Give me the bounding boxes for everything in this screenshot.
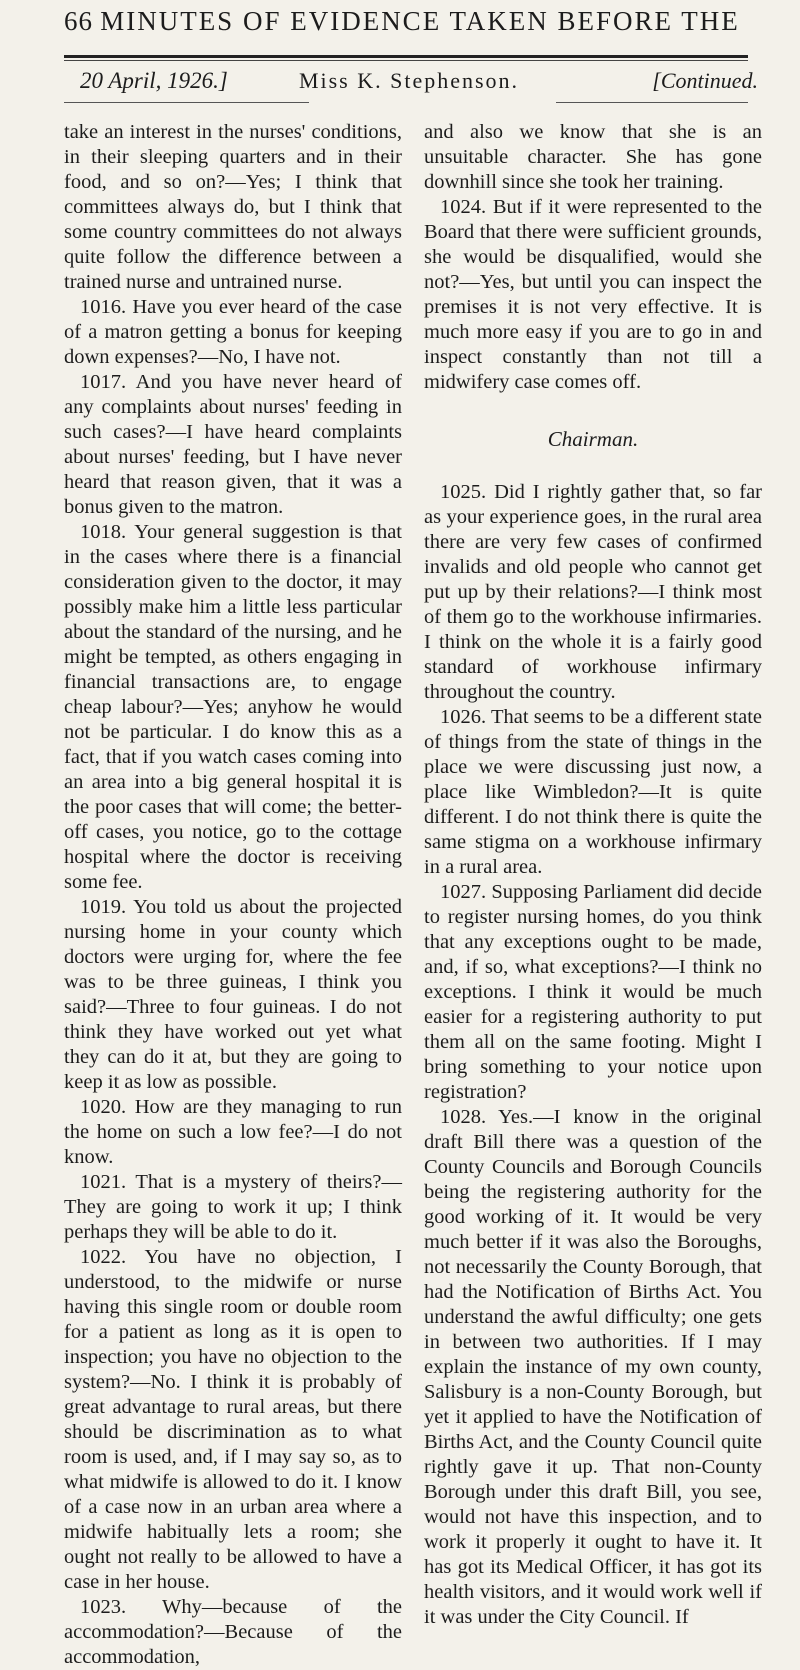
evidence-paragraph: 1017. And you have never heard of any complaints about nurses' feeding in such cases?—I have heard complaints about nurses' feeding, but I have never heard that reason given, that it was a bonus given to the matron.	[64, 371, 402, 518]
evidence-paragraph: 1023. Why—because of the accommodation?—Because of the accommodation,	[64, 1596, 402, 1668]
evidence-paragraph: 1020. How are they managing to run the home on such a low fee?—I do not know.	[64, 1096, 402, 1168]
session-date: 20 April, 1926.]	[80, 68, 228, 93]
subheader-rule-left	[64, 102, 309, 103]
left-column	[64, 120, 402, 1670]
evidence-paragraph: 1021. That is a mystery of theirs?—They are going to work it up; I think perhaps they will be able to do it.	[64, 1171, 402, 1243]
subheader-rule-right	[556, 102, 748, 103]
right-column-top	[424, 120, 762, 395]
evidence-paragraph: 1019. You told us about the projected nursing home in your county which doctors were urging for, where the fee was to be three guineas, I think you said?—Three to four guineas. I do not think they have worked out yet what they can do it at, but they are going to keep it as low as possible.	[64, 896, 402, 1093]
evidence-paragraph: 1028. Yes.—I know in the original draft Bill there was a question of the County Councils and Borough Councils being the registering authority for the good working of it. It would be very much better if it was also the Boroughs, not necessarily the County Borough, that had the Notification of Births Act. You understand the awful difficulty; one gets in between two authorities. If I may explain the instance of my own county, Salisbury is a non-County Borough, but yet it applied to have the Notification of Births Act, and the County Council quite rightly gave it up. That non-County Borough under this draft Bill, you see, would not have this inspection, and to work it properly it ought to have it. It has got its Medical Officer, it has got its health visitors, and it would work well if it was under the City Council. If	[424, 1106, 762, 1628]
right-column-bottom	[424, 480, 762, 1630]
evidence-paragraph: 1027. Supposing Parliament did decide to register nursing homes, do you think that any exceptions ought to be made, and, if so, what exceptions?—I think no exceptions. I think it would be much easier for a registering authority to put them all on the same footing. Might I bring something to your notice upon registration?	[424, 881, 762, 1103]
evidence-paragraph: take an interest in the nurses' conditions, in their sleeping quarters and in their food, and so on?—Yes; I think that committees always do, but I think that some country committees do not always quite follow the difference between a trained nurse and untrained nurse.	[64, 121, 402, 293]
witness-name: Miss K. Stephenson.	[298, 68, 520, 93]
evidence-paragraph: 1022. You have no objection, I understood, to the midwife or nurse having this single room or double room for a patient as long as it is open to inspection; you have no objection to the system?—No. I think it is probably of great advantage to rural areas, but there should be discrimination as to what room is used, and, if I may say so, as to what midwife is allowed to do it. I know of a case now in an urban area where a midwife habitually lets a room; she ought not really to be allowed to have a case in her house.	[64, 1246, 402, 1593]
evidence-paragraph: 1018. Your general suggestion is that in the cases where there is a financial consideration given to the doctor, it may possibly make him a little less particular about the standard of the nursing, and he might be tempted, as others engaging in financial transactions are, to engage cheap labour?—Yes; anyhow he would not be particular. I do know this as a fact, that if you watch cases coming into an area into a big general hospital it is the poor cases that will come; the better-off cases, you notice, go to the cottage hospital where the doctor is receiving some fee.	[64, 521, 402, 893]
header-rule-thin	[64, 60, 748, 61]
evidence-paragraph: 1024. But if it were represented to the Board that there were sufficient grounds, she would be disqualified, would she not?—Yes, but until you can inspect the premises it is not very effective. It is much more easy if you are to go in and inspect constantly than not till a midwifery case comes off.	[424, 196, 762, 393]
evidence-paragraph: 1025. Did I rightly gather that, so far as your experience goes, in the rural area there are very few cases of confirmed invalids and old people who cannot get put up by their relations?—I think most of them go to the workhouse infirmaries. I think on the whole it is a fairly good standard of workhouse infirmary throughout the country.	[424, 481, 762, 703]
page-number: 66	[64, 6, 93, 36]
header-rule-thick	[64, 55, 748, 58]
continued-label: [Continued.	[652, 68, 758, 93]
section-heading-chairman: Chairman.	[547, 427, 639, 451]
right-column	[424, 120, 762, 1630]
running-title: MINUTES OF EVIDENCE TAKEN BEFORE THE	[100, 6, 740, 36]
evidence-paragraph: 1026. That seems to be a different state of things from the state of things in the place we were discussing just now, a place like Wimbledon?—It is quite different. I do not think there is quite the same stigma on a workhouse infirmary in a rural area.	[424, 706, 762, 878]
evidence-paragraph: and also we know that she is an unsuitable character. She has gone downhill since she took her training.	[424, 121, 762, 193]
page-header	[0, 0, 800, 110]
evidence-paragraph: 1016. Have you ever heard of the case of a matron getting a bonus for keeping down expenses?—No, I have not.	[64, 296, 402, 368]
